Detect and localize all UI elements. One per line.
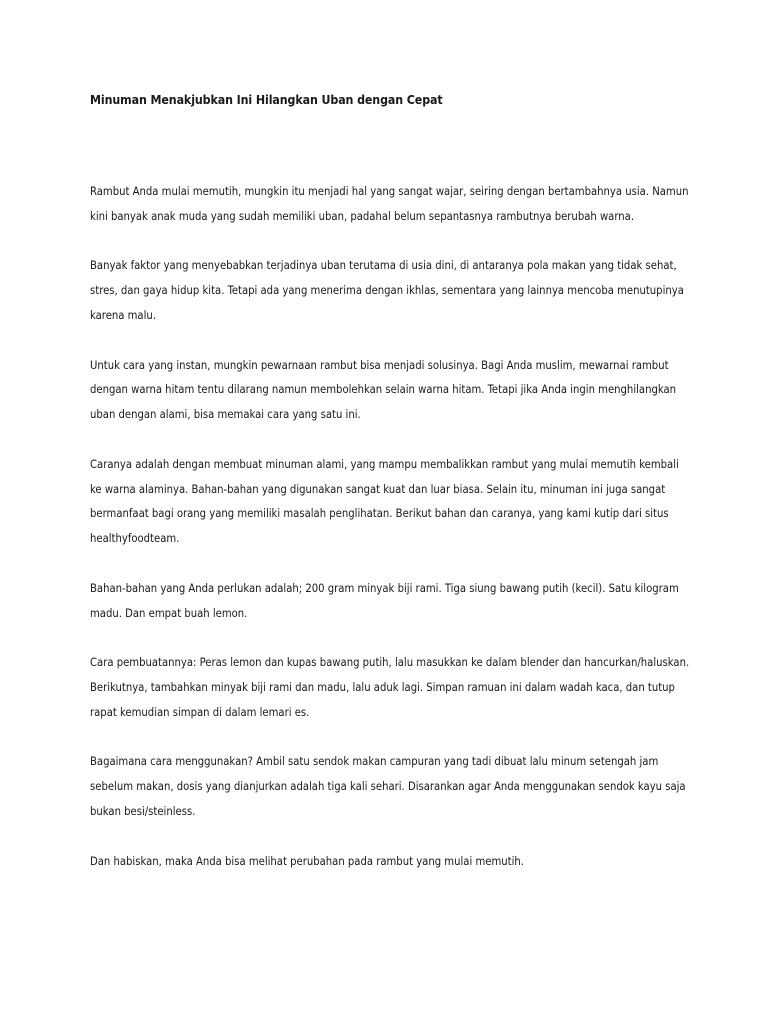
paragraph-1: Rambut Anda mulai memutih, mungkin itu menjadi hal yang sangat wajar, seiring dengan bertambahnya usia. Namun kini banyak anak muda yang sudah memiliki uban, padahal belum sepantasnya rambutnya berubah warna. <box>90 185 689 223</box>
paragraph-4: Caranya adalah dengan membuat minuman alami, yang mampu membalikkan rambut yang mulai memutih kembali ke warna alaminya. Bahan-bahan yang digunakan sangat kuat dan luar biasa. Selain itu, minuman ini juga sangat bermanfaat bagi orang yang memiliki masalah penglihatan. Berikut bahan dan caranya, yang kami kutip dari situs healthyfoodteam. <box>90 457 679 546</box>
paragraph-3: Untuk cara yang instan, mungkin pewarnaan rambut bisa menjadi solusinya. Bagi Anda muslim, mewarnai rambut dengan warna hitam tentu dilarang namun membolehkan selain warna hitam. Tetapi jika Anda ingin menghilangkan uban dengan alami, bisa memakai cara yang satu ini. <box>90 358 677 422</box>
paragraph-7: Bagaimana cara menggunakan? Ambil satu sendok makan campuran yang tadi dibuat lalu minum setengah jam sebelum makan, dosis yang dianjurkan adalah tiga kali sehari. Disarankan agar Anda menggunakan sendok kayu saja bukan besi/steinless. <box>90 755 686 818</box>
paragraph-6: Cara pembuatannya: Peras lemon dan kupas bawang putih, lalu masukkan ke dalam blender dan hancurkan/haluskan. Berikutnya, tambahkan minyak biji rami dan madu, lalu aduk lagi. Simpan ramuan ini dalam wadah kaca, dan tutup rapat kemudian simpan di dalam lemari es. <box>90 656 690 719</box>
paragraph-5: Bahan-bahan yang Anda perlukan adalah; 200 gram minyak biji rami. Tiga siung bawang putih (kecil). Satu kilogram madu. Dan empat buah lemon. <box>90 581 679 620</box>
paragraph-8: Dan habiskan, maka Anda bisa melihat perubahan pada rambut yang mulai memutih. <box>90 854 524 868</box>
article-title: Minuman Menakjubkan Ini Hilangkan Uban dengan Cepat <box>90 93 443 107</box>
paragraph-2: Banyak faktor yang menyebabkan terjadinya uban terutama di usia dini, di antaranya pola makan yang tidak sehat, stres, dan gaya hidup kita. Tetapi ada yang menerima dengan ikhlas, sementara yang lainnya mencoba menutupinya karena malu. <box>90 259 684 322</box>
article-body <box>90 180 690 899</box>
